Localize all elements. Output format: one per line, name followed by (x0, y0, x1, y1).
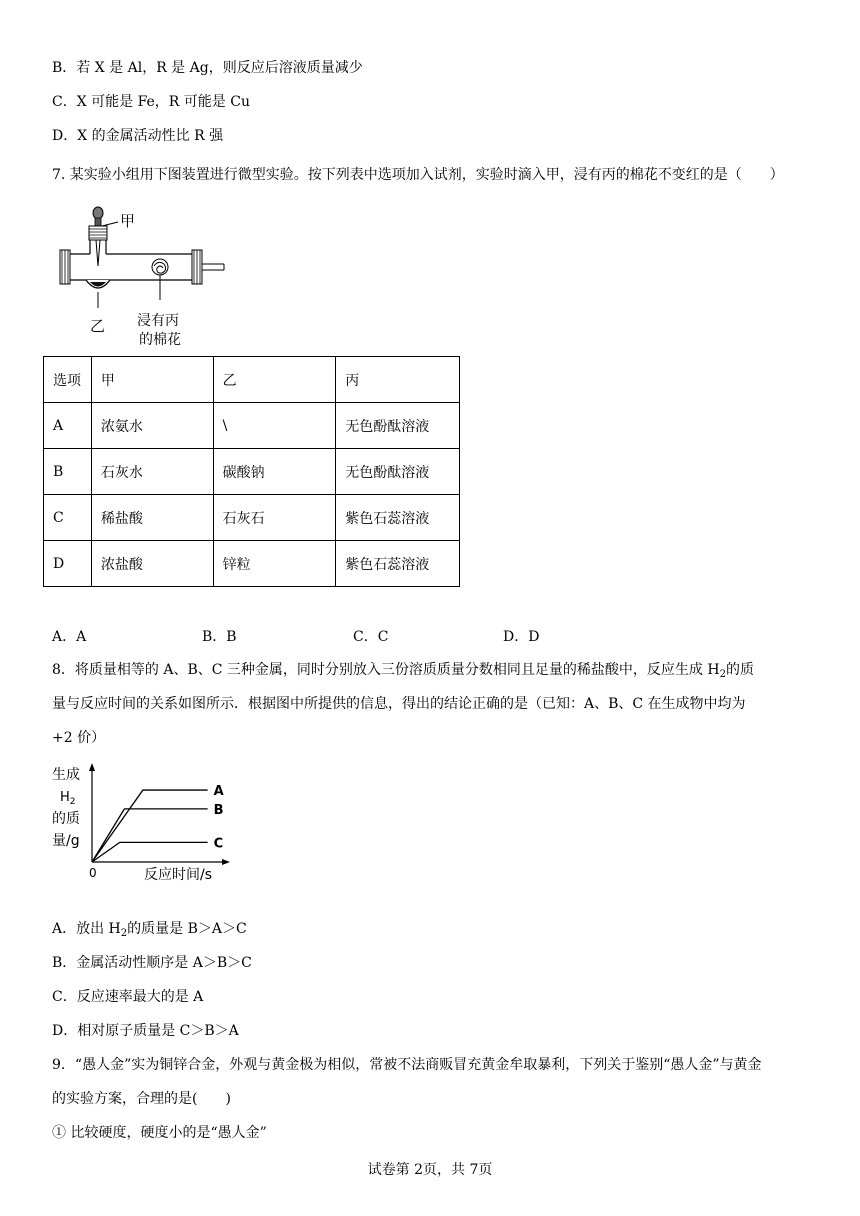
q8-stem-line-2: 量与反应时间的关系如图所示．根据图中所提供的信息，得出的结论正确的是（已知：A、B、C 在生成物中均为 (52, 696, 746, 712)
table-header-cell: 丙 (336, 357, 460, 403)
q8-option-d: D．相对原子质量是 C＞B＞A (52, 1023, 239, 1039)
label-bing-2: 的棉花 (139, 332, 181, 346)
table-row (44, 541, 460, 587)
table-cell: A (44, 403, 92, 449)
label-bing-1: 浸有丙 (137, 313, 179, 329)
page-footer: 试卷第 2页，共 7页 (367, 1162, 493, 1178)
table-cell: 石灰石 (213, 495, 336, 541)
table-row (44, 403, 460, 449)
table-cell: 无色酚酞溶液 (336, 449, 460, 495)
q8-stem-line-1: 8．将质量相等的 A、B、C 三种金属，同时分别放入三份溶质质量分数相同且足量的稀盐酸中，反应生成 $H_2$的质 (52, 662, 754, 680)
q6-option-d: D．X 的金属活动性比 R 强 (52, 128, 224, 144)
series-line-a (92, 790, 208, 862)
chart-ylabel-4: 量/g (52, 833, 80, 849)
q9-stem-line-2: 的实验方案，合理的是( ) (52, 1091, 231, 1107)
table-row (44, 449, 460, 495)
q7-options-table (43, 356, 460, 587)
chart-ylabel-3: 的质 (52, 811, 80, 827)
q6-option-c: C．X 可能是 Fe，R 可能是 Cu (52, 94, 250, 110)
table-cell: B (44, 449, 92, 495)
chart-origin-label: 0 (89, 866, 97, 880)
chart-xlabel: 反应时间/s (144, 867, 213, 882)
table-header-cell: 选项 (44, 357, 92, 403)
q9-item-1: ① 比较硬度，硬度小的是“愚人金” (52, 1125, 267, 1141)
table-header-cell: 甲 (91, 357, 213, 403)
series-label-a: A (213, 784, 224, 800)
table-row (44, 495, 460, 541)
q7-choice-a: A．A (52, 629, 87, 645)
table-cell: 碳酸钠 (213, 449, 336, 495)
table-cell: 无色酚酞溶液 (336, 403, 460, 449)
series-label-c: C (213, 836, 224, 852)
chart-ylabel-2: $H_2$ (60, 790, 76, 807)
q7-choice-b: B．B (202, 629, 237, 645)
table-cell: 稀盐酸 (91, 495, 213, 541)
q9-stem-line-1: 9．“愚人金”实为铜锌合金，外观与黄金极为相似，常被不法商贩冒充黄金牟取暴利，下列关于鉴别“愚人金”与黄金 (52, 1057, 762, 1073)
table-cell: 紫色石蕊溶液 (336, 541, 460, 587)
q8-chart (52, 760, 232, 882)
table-cell: 紫色石蕊溶液 (336, 495, 460, 541)
series-line-c (92, 842, 208, 862)
table-cell: 锌粒 (213, 541, 336, 587)
table-cell: 浓氨水 (91, 403, 213, 449)
series-label-b: B (213, 802, 224, 818)
chart-y-arrow (89, 763, 95, 771)
label-yi: 乙 (90, 317, 106, 335)
chart-ylabel-1: 生成 (52, 767, 80, 783)
table-cell: D (44, 541, 92, 587)
q7-choice-c: C．C (353, 629, 389, 645)
q8-option-c: C．反应速率最大的是 A (52, 989, 204, 1005)
table-header-cell: 乙 (213, 357, 336, 403)
q8-option-b: B．金属活动性顺序是 A＞B＞C (52, 955, 252, 971)
table-header-row (44, 357, 460, 403)
q7-stem: 7. 某实验小组用下图装置进行微型实验。按下列表中选项加入试剂，实验时滴入甲，浸有丙的棉花不变红的是（ ） (52, 167, 784, 183)
table-cell: C (44, 495, 92, 541)
label-jia: 甲 (120, 212, 136, 230)
table-cell: \ (213, 403, 336, 449)
q7-apparatus-figure (52, 196, 242, 346)
series-line-b (92, 809, 208, 862)
table-cell: 浓盐酸 (91, 541, 213, 587)
q8-stem-line-3: +2 价） (52, 730, 106, 746)
q8-option-a: A．放出 $H_2$的质量是 B＞A＞C (52, 921, 247, 939)
q6-option-b: B．若 X 是 Al，R 是 Ag，则反应后溶液质量减少 (52, 60, 363, 76)
q7-choice-d: D．D (503, 629, 540, 645)
chart-x-arrow (222, 859, 230, 865)
table-cell: 石灰水 (91, 449, 213, 495)
